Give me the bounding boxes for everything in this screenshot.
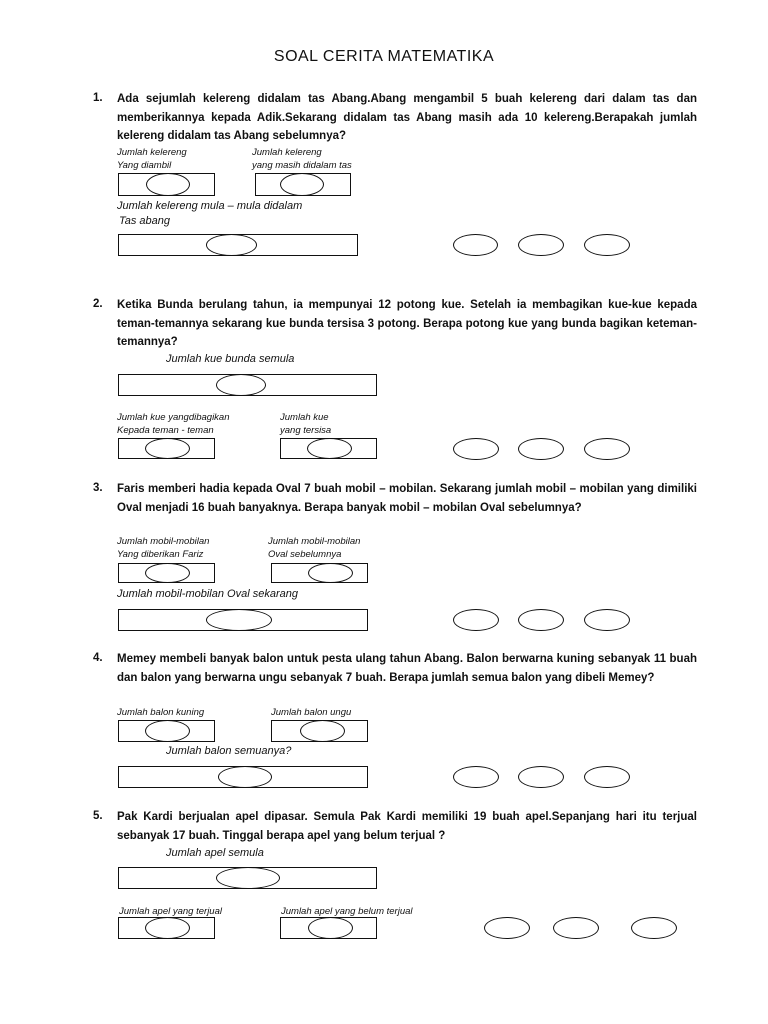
equation-oval-2[interactable] <box>518 609 564 631</box>
label-marbles-remaining: Jumlah kelereng yang masih didalam tas <box>252 147 352 171</box>
answer-oval-remaining[interactable] <box>280 173 324 196</box>
label-apples-initial: Jumlah apel semula <box>166 847 264 859</box>
label-cars-given: Jumlah mobil-mobilan Yang diberikan Fariz <box>117 536 210 560</box>
label-cars-before: Jumlah mobil-mobilan Oval sebelumnya <box>268 536 361 560</box>
question-number: 5. <box>93 810 103 822</box>
answer-oval-taken[interactable] <box>146 173 190 196</box>
answer-oval-shared[interactable] <box>145 438 190 459</box>
question-text: Pak Kardi berjualan apel dipasar. Semula Pak Kardi memiliki 19 buah apel.Sepanjang hari itu terjual sebanyak 17 buah. Tinggal berapa apel yang belum terjual ? <box>117 811 697 842</box>
question-text: Memey membeli banyak balon untuk pesta ulang tahun Abang. Balon berwarna kuning sebanyak 11 buah dan balon yang berwarna ungu sebanyak 7 buah. Berapa jumlah semua balon yang dibeli Memey? <box>117 653 697 684</box>
question-number: 2. <box>93 298 103 310</box>
label-apples-sold: Jumlah apel yang terjual <box>119 906 222 917</box>
answer-oval-sold[interactable] <box>145 917 190 939</box>
equation-oval-2[interactable] <box>518 438 564 460</box>
answer-oval-now[interactable] <box>206 609 272 631</box>
answer-oval-before[interactable] <box>308 563 353 583</box>
label-marbles-taken: Jumlah kelereng Yang diambil <box>117 147 187 171</box>
equation-oval-1[interactable] <box>453 234 498 256</box>
label-cake-initial: Jumlah kue bunda semula <box>166 353 295 365</box>
answer-oval-unsold[interactable] <box>308 917 353 939</box>
equation-oval-3[interactable] <box>631 917 677 939</box>
equation-oval-3[interactable] <box>584 766 630 788</box>
label-marbles-initial: Jumlah kelereng mula – mula didalam Tas abang <box>117 200 303 227</box>
equation-oval-3[interactable] <box>584 438 630 460</box>
equation-oval-1[interactable] <box>484 917 530 939</box>
label-cars-now: Jumlah mobil-mobilan Oval sekarang <box>117 588 298 600</box>
label-cake-shared: Jumlah kue yangdibagikan Kepada teman - teman <box>117 412 230 436</box>
label-apples-unsold: Jumlah apel yang belum terjual <box>281 906 413 917</box>
equation-oval-3[interactable] <box>584 609 630 631</box>
equation-oval-1[interactable] <box>453 766 499 788</box>
answer-oval-total[interactable] <box>218 766 272 788</box>
answer-oval-yellow[interactable] <box>145 720 190 742</box>
equation-oval-2[interactable] <box>518 234 564 256</box>
question-number: 3. <box>93 482 103 494</box>
label-cake-remaining: Jumlah kue yang tersisa <box>280 412 332 436</box>
answer-oval-purple[interactable] <box>300 720 345 742</box>
equation-oval-2[interactable] <box>553 917 599 939</box>
question-text: Faris memberi hadia kepada Oval 7 buah mobil – mobilan. Sekarang jumlah mobil – mobilan yang dimiliki Oval menjadi 16 buah banyaknya. Berapa banyak mobil – mobilan Oval sebelumnya? <box>117 483 697 514</box>
label-all-balloons: Jumlah balon semuanya? <box>166 745 292 757</box>
label-yellow-balloons: Jumlah balon kuning <box>117 707 205 718</box>
question-text: Ketika Bunda berulang tahun, ia mempunyai 12 potong kue. Setelah ia membagikan kue-kue kepada teman-temannya sekarang kue bunda tersisa 3 potong. Berapa potong kue yang bunda bagikan keteman- temannya? <box>117 299 697 348</box>
answer-oval-initial[interactable] <box>216 867 280 889</box>
answer-oval-initial[interactable] <box>206 234 257 256</box>
answer-oval-initial[interactable] <box>216 374 266 396</box>
equation-oval-1[interactable] <box>453 438 499 460</box>
equation-oval-2[interactable] <box>518 766 564 788</box>
question-number: 4. <box>93 652 103 664</box>
page-title: SOAL CERITA MATEMATIKA <box>273 48 495 65</box>
answer-oval-remaining[interactable] <box>307 438 352 459</box>
label-purple-balloons: Jumlah balon ungu <box>271 707 352 718</box>
question-number: 1. <box>93 92 103 104</box>
equation-oval-1[interactable] <box>453 609 499 631</box>
answer-oval-given[interactable] <box>145 563 190 583</box>
question-text: Ada sejumlah kelereng didalam tas Abang.Abang mengambil 5 buah kelereng dari dalam tas dan memberikannya kepada Adik.Sekarang didalam tas Abang masih ada 10 kelereng.Berapakah jumlah kelereng didalam tas Abang sebelumnya? <box>117 93 697 142</box>
equation-oval-3[interactable] <box>584 234 630 256</box>
